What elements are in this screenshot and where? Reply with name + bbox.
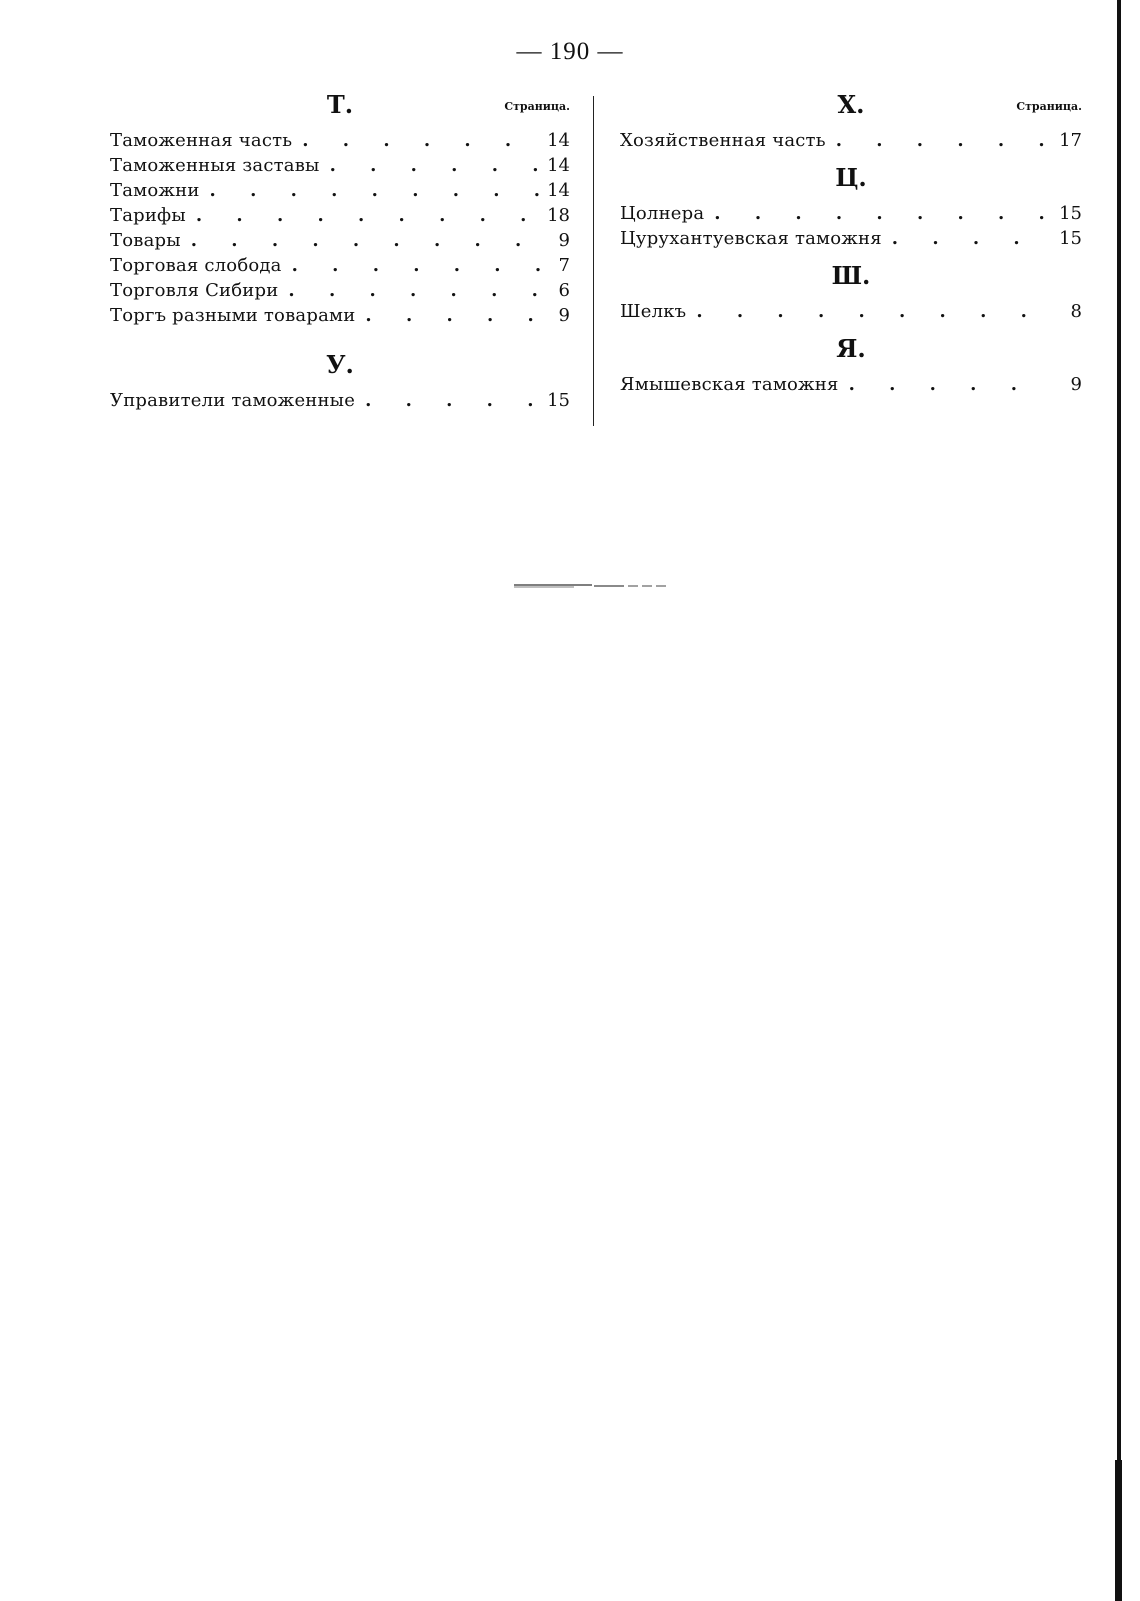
index-entry: Торгъ разными товарами . . . 9 bbox=[110, 303, 570, 328]
page-column-label: Страница. bbox=[504, 100, 570, 113]
closing-rule bbox=[514, 583, 666, 589]
index-entry: Цолнера . . . 15 bbox=[620, 201, 1082, 226]
section-u bbox=[110, 350, 570, 413]
index-entry: Таможни . . . 14 bbox=[110, 178, 570, 203]
dot-leader bbox=[292, 128, 540, 153]
section-ts bbox=[620, 163, 1082, 251]
dot-leader bbox=[882, 226, 1052, 251]
section-letter: Я. bbox=[836, 334, 866, 363]
index-entry: Таможенныя заставы . . . 14 bbox=[110, 153, 570, 178]
page-column-label: Страница. bbox=[1016, 100, 1082, 113]
divider-line bbox=[593, 96, 594, 426]
section-ya bbox=[620, 334, 1082, 397]
section-letter: Ш. bbox=[831, 261, 871, 290]
section-letter: Ц. bbox=[835, 163, 867, 192]
dot-leader bbox=[355, 303, 540, 328]
index-entry: Управители таможенные . . . 15 bbox=[110, 388, 570, 413]
dot-leader bbox=[826, 128, 1052, 153]
section-sh bbox=[620, 261, 1082, 324]
dot-leader bbox=[200, 178, 540, 203]
index-entry: Ямышевская таможня . . . 9 bbox=[620, 372, 1082, 397]
index-entry: Тарифы . . . 18 bbox=[110, 203, 570, 228]
index-entry: Цурухантуевская таможня . . . 15 bbox=[620, 226, 1082, 251]
index-entry: Торговля Сибири . . . 6 bbox=[110, 278, 570, 303]
dot-leader bbox=[181, 228, 540, 253]
page-edge-shadow bbox=[1114, 0, 1122, 1601]
index-entry: Товары . . . 9 bbox=[110, 228, 570, 253]
dot-leader bbox=[278, 278, 540, 303]
index-entry: Хозяйственная часть . . . 17 bbox=[620, 128, 1082, 153]
index-entry: Торговая слобода . . . 7 bbox=[110, 253, 570, 278]
dot-leader bbox=[282, 253, 540, 278]
dot-leader bbox=[355, 388, 540, 413]
section-letter: Х. bbox=[837, 90, 865, 119]
section-letter: У. bbox=[326, 350, 354, 379]
index-entry: Шелкъ . . . 8 bbox=[620, 299, 1082, 324]
dot-leader bbox=[320, 153, 540, 178]
dot-leader bbox=[839, 372, 1052, 397]
index-column-right bbox=[620, 90, 1082, 397]
section-t bbox=[110, 90, 570, 328]
section-letter: Т. bbox=[326, 90, 354, 119]
dot-leader bbox=[686, 299, 1052, 324]
page-number: — 190 — bbox=[516, 38, 624, 65]
section-kh bbox=[620, 90, 1082, 153]
dot-leader bbox=[704, 201, 1052, 226]
dot-leader bbox=[186, 203, 540, 228]
index-column-left bbox=[110, 90, 570, 413]
index-entry: Таможенная часть . . . 14 bbox=[110, 128, 570, 153]
